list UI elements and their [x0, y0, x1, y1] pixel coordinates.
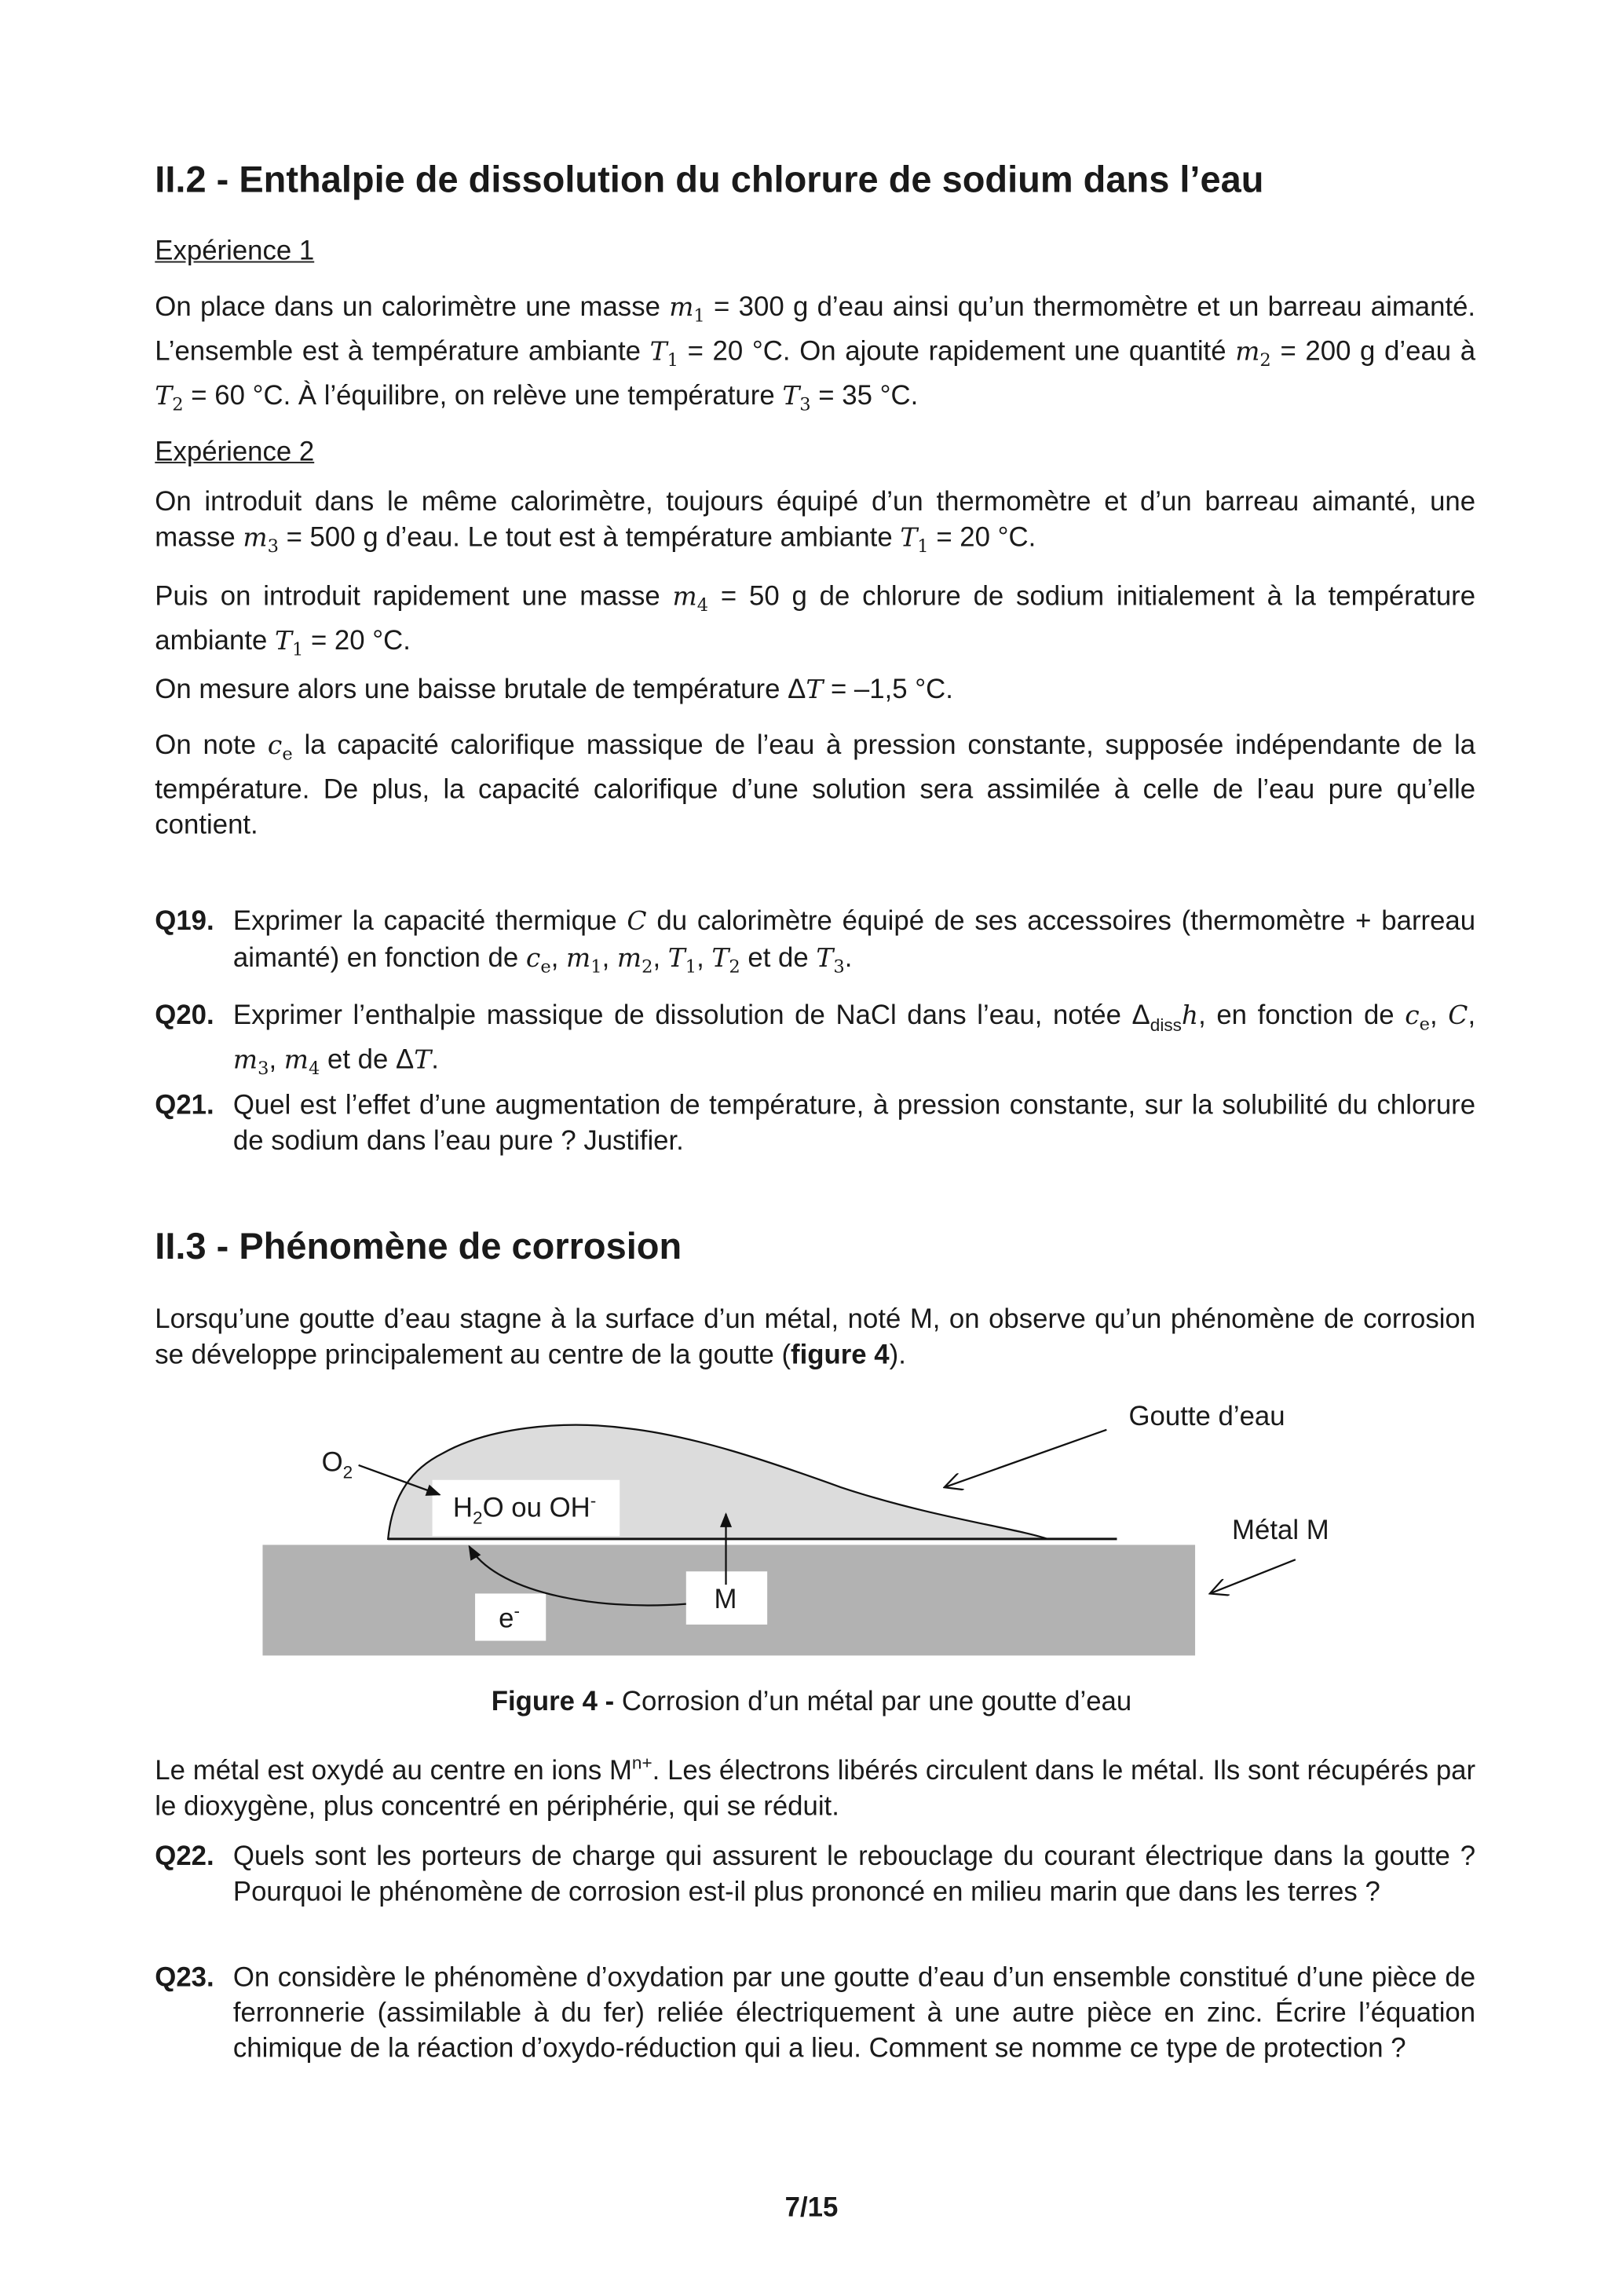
math-symbol: $c_e$ [1405, 1001, 1431, 1035]
math-symbol: $m_2$ [1235, 338, 1271, 371]
experience-2-paragraph-3: On mesure alors une baisse brutale de température ΔT = –1,5 °C. [155, 672, 953, 706]
question-text: Exprimer l’enthalpie massique de dissolution de NaCl dans l’eau, notée $\Delta_{diss}h$, en fonction de $c_e$, C, $m_3$, $m_4$ et de ΔT. [232, 999, 1476, 1079]
question-label: Q20. [155, 999, 214, 1030]
math-symbol: $T_1$ [900, 524, 929, 557]
math-symbol: T [806, 675, 824, 706]
question-22 [155, 1838, 1475, 1909]
math-symbol: $c_e$ [267, 732, 293, 765]
math-symbol: $T_1$ [274, 627, 304, 660]
math-symbol: $m_4$ [283, 1046, 320, 1079]
caption-text: Corrosion d’un métal par une goutte d’eau [614, 1684, 1132, 1717]
math-symbol: $T_3$ [816, 944, 845, 977]
drop-pointer-arrow [945, 1430, 1107, 1487]
question-label: Q19. [155, 904, 214, 936]
math-symbol: $c_e$ [525, 944, 551, 977]
experience-2-paragraph-1: On introduit dans le même calorimètre, toujours équipé d’un thermomètre et d’un barreau aimanté, une masse $m_3 = 500$ g d’eau. Le tout est à température ambiante $T_1 = 20$ °C. [155, 485, 1476, 557]
water-species-label: $H_2O$ ou OH- [452, 1490, 597, 1529]
math-symbol: $m_3$ [243, 524, 279, 557]
question-text: Quel est l’effet d’une augmentation de température, à pression constante, sur la solubilité du chlorure de sodium dans l’eau pure ? Justifier. [232, 1088, 1476, 1156]
experience-1-label: Expérience 1 [155, 234, 315, 266]
experience-2-label: Expérience 2 [155, 435, 315, 466]
subscript: 2 [473, 1507, 483, 1529]
math-symbol: $T_1$ [667, 944, 697, 977]
metal-pointer-arrow [1210, 1559, 1296, 1593]
bold-reference: figure 4 [791, 1338, 890, 1369]
question-text: Exprimer la capacité thermique C du calorimètre équipé de ses accessoires (thermomètre + barreau aimanté) en fonction de $c_e$, $m_1$, $m_2$, $T_1$, $T_2$ et de $T_3$. [232, 904, 1476, 977]
math-symbol: C [627, 907, 647, 938]
metal-species-label: M [714, 1583, 737, 1614]
math-symbol: $m_2$ [616, 944, 653, 977]
math-symbol: $T_1$ [649, 338, 678, 371]
math-symbol: $T_2$ [155, 382, 184, 415]
math-symbol: $T_3$ [782, 382, 811, 415]
electron-label: e- [499, 1600, 521, 1634]
question-label: Q22. [155, 1840, 214, 1871]
question-label: Q21. [155, 1088, 214, 1121]
superscript: - [514, 1600, 521, 1621]
metal-label: Métal M [1232, 1513, 1329, 1545]
question-label: Q23. [155, 1961, 214, 1992]
page-number: 7/15 [784, 2191, 839, 2222]
section-title-2-3: II.3 - Phénomène de corrosion [155, 1226, 682, 1268]
math-symbol: $m_4$ [672, 583, 709, 616]
section-title-2-2: II.2 - Enthalpie de dissolution du chlorure de sodium dans l’eau [155, 159, 1264, 201]
math-symbol: T [414, 1046, 432, 1076]
o2-label: $O_2$ [321, 1446, 353, 1483]
math-symbol: $m_1$ [566, 944, 602, 977]
experience-1-text: On place dans un calorimètre une masse $m_1 = 300$ g d’eau ainsi qu’un thermomètre et un barreau aimanté. L’ensemble est à température ambiante $T_1 = 20$ °C. On ajoute rapidement une quantité $m_2 = 200$ g d’eau à $T_2 = 60$ °C. À l’équilibre, on relève une température $T_3 = 35$ °C. [155, 291, 1476, 415]
corrosion-explanation: Le métal est oxydé au centre en ions $M^{n+}$. Les électrons libérés circulent dans le métal. Ils sont récupérés par le dioxygène, plus concentré en périphérie, qui se réduit. [155, 1753, 1476, 1821]
subscript: diss [1150, 1015, 1182, 1036]
drop-label: Goutte d’eau [1128, 1400, 1285, 1431]
figure-4-caption [0, 1684, 1623, 1719]
superscript: n+ [631, 1753, 652, 1774]
question-text: Quels sont les porteurs de charge qui assurent le rebouclage du courant électrique dans la goutte ? Pourquoi le phénomène de corrosion est-il plus prononcé en milieu marin que dans les terres ? [232, 1840, 1476, 1907]
experience-2-paragraph-2: Puis on introduit rapidement une masse $m_4 = 50$ g de chlorure de sodium initialement à la température ambiante $T_1 = 20$ °C. [155, 579, 1476, 660]
math-symbol: $m_3$ [232, 1046, 269, 1079]
math-symbol: $T_2$ [711, 944, 740, 977]
question-text: On considère le phénomène d’oxydation par une goutte d’eau d’un ensemble constitué d’une pièce de ferronnerie (assimilable à du fer) reliée électriquement à une autre pièce en zinc. Écrire l’équation chimique de la réaction d’oxydo-réduction qui a lieu. Comment se nomme ce type de protection ? [232, 1961, 1476, 2063]
question-23 [155, 1959, 1475, 2065]
corrosion-intro: Lorsqu’une goutte d’eau stagne à la surface d’un métal, noté M, on observe qu’un phénomène de corrosion se développe principalement au centre de la goutte (figure 4). [155, 1303, 1476, 1369]
subscript: 2 [342, 1461, 353, 1483]
math-symbol: C [1448, 1001, 1468, 1032]
math-symbol: $m_1$ [669, 293, 705, 327]
caption-label: Figure 4 - [491, 1684, 615, 1717]
superscript: - [590, 1490, 597, 1511]
math-symbol: h [1181, 1001, 1199, 1032]
experience-2-paragraph-4: On note $c_e$ la capacité calorifique massique de l’eau à pression constante, supposée indépendante de la température. De plus, la capacité calorifique d’une solution sera assimilée à celle de l’eau pure qu’elle contient. [155, 729, 1476, 840]
